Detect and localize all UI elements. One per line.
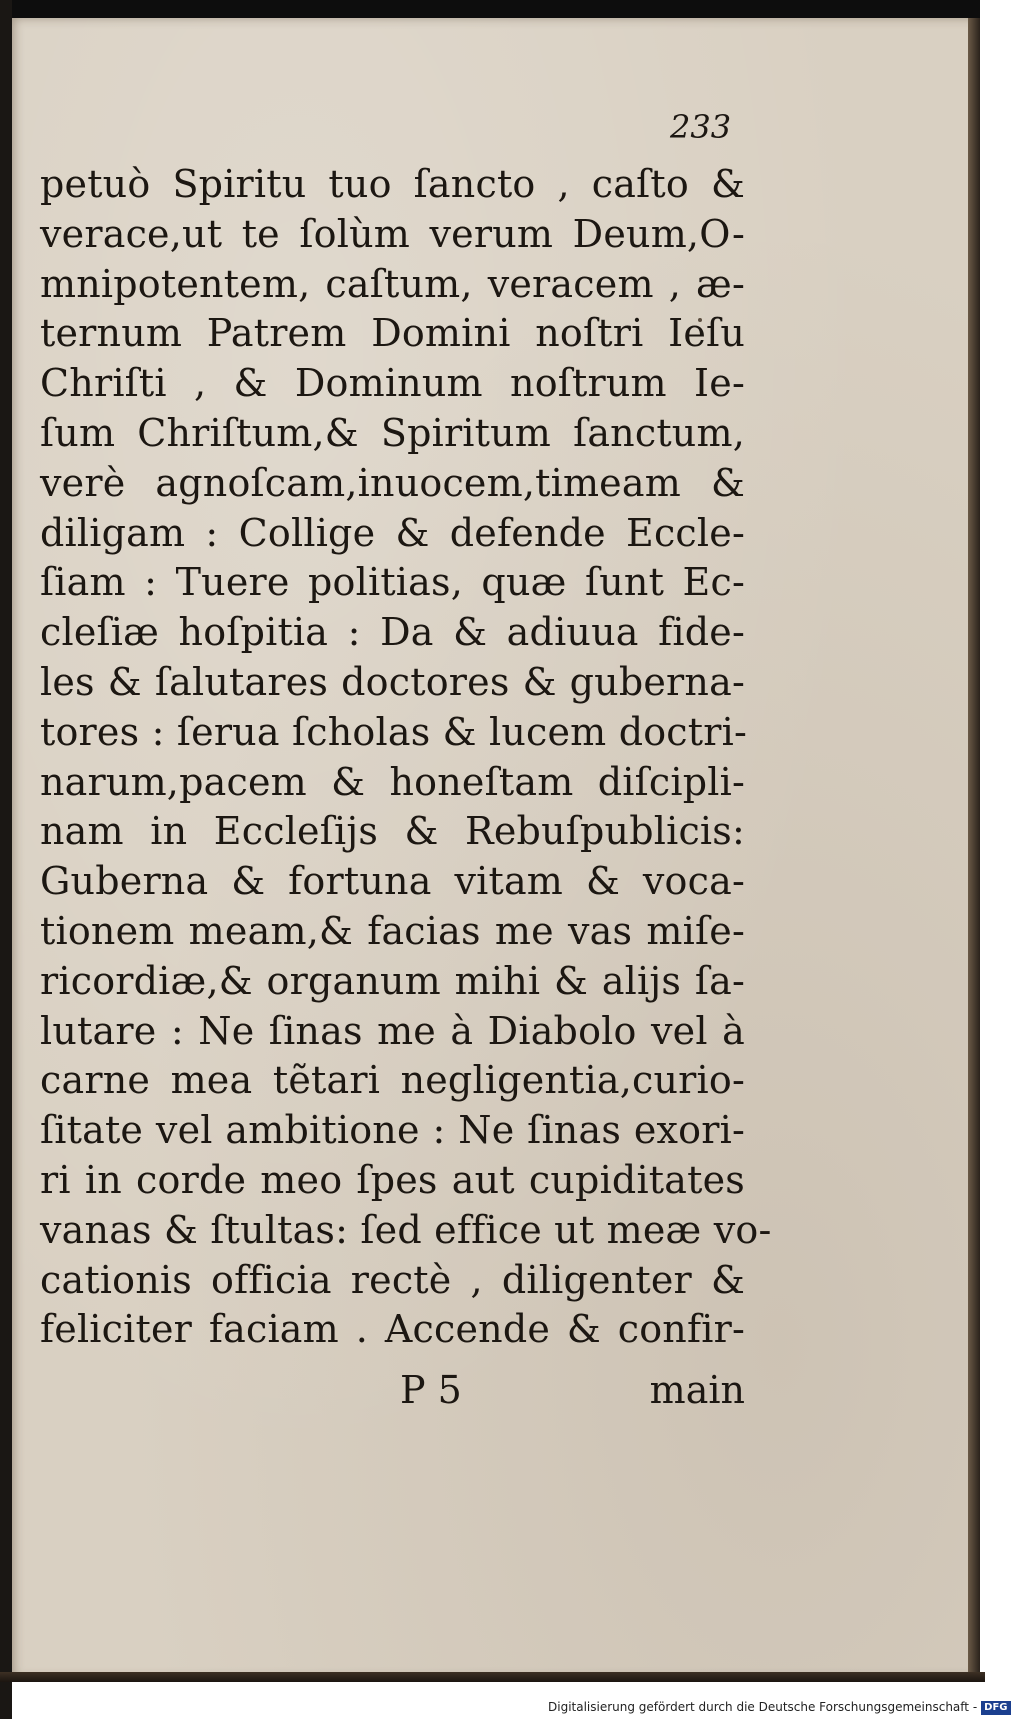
body-text [40,160,772,1355]
page-footer-line [40,1368,745,1418]
catchword: main [649,1368,745,1412]
text-line: cationis officia rectè , diligenter & [40,1257,745,1302]
text-line: feliciter faciam . Accende & confir- [40,1307,745,1352]
dfg-logo: DFG [981,1701,1010,1715]
text-line: ſum Chriſtum,& Spiritum ſanctum, [40,410,745,455]
text-line: cleſiæ hoſpitia : Da & adiuua fide- [40,610,745,655]
text-line: tionem meam,& facias me vas miſe- [40,908,745,953]
credit-text: Digitalisierung gefördert durch die Deutsche Forschungsgemeinschaft - [548,1700,978,1714]
text-line: Guberna & fortuna vitam & voca- [40,859,745,904]
page-number: 233 [670,108,732,146]
text-line: Chriſti , & Dominum noſtrum Ie- [40,361,745,406]
text-line: verace,ut te ſolùm verum Deum,O- [40,211,745,256]
text-line: lutare : Ne ſinas me à Diabolo vel à [40,1008,745,1053]
text-line: ternum Patrem Domini noſtri Ieſu [40,311,745,356]
text-line: ri in corde meo ſpes aut cupiditates [40,1157,745,1202]
text-line: les & ſalutares doctores & guberna- [40,659,745,704]
scan-bottom-border [0,1672,985,1682]
text-line: verè agnoſcam,inuocem,timeam & [40,460,745,505]
digitization-credit [548,1700,1011,1715]
text-line: ſitate vel ambitione : Ne ſinas exori- [40,1108,745,1153]
page-fore-edge [968,18,980,1678]
signature-mark: P 5 [400,1368,462,1412]
text-line: petuò Spiritu tuo ſancto , caſto & [40,162,745,206]
text-line: vanas & ſtultas: ſed effice ut meæ vo- [40,1207,772,1252]
text-line: narum,pacem & honeſtam diſcipli- [40,759,745,804]
scan-top-border [0,0,1000,18]
text-line: diligam : Collige & defende Eccle- [40,510,745,555]
text-line: ſiam : Tuere politias, quæ ſunt Ec- [40,560,745,605]
scan-right-margin [980,0,1000,1719]
text-line: ricordiæ,& organum mihi & alijs ſa- [40,958,745,1003]
text-line: mnipotentem, caſtum, veracem , æ- [40,261,745,306]
text-line: carne mea tẽtari negligentia,curio- [40,1058,745,1103]
text-line: nam in Eccleſijs & Rebuſpublicis: [40,809,745,854]
scan-left-border [0,0,12,1719]
text-line: tores : ſerua ſcholas & lucem doctri- [40,709,748,754]
